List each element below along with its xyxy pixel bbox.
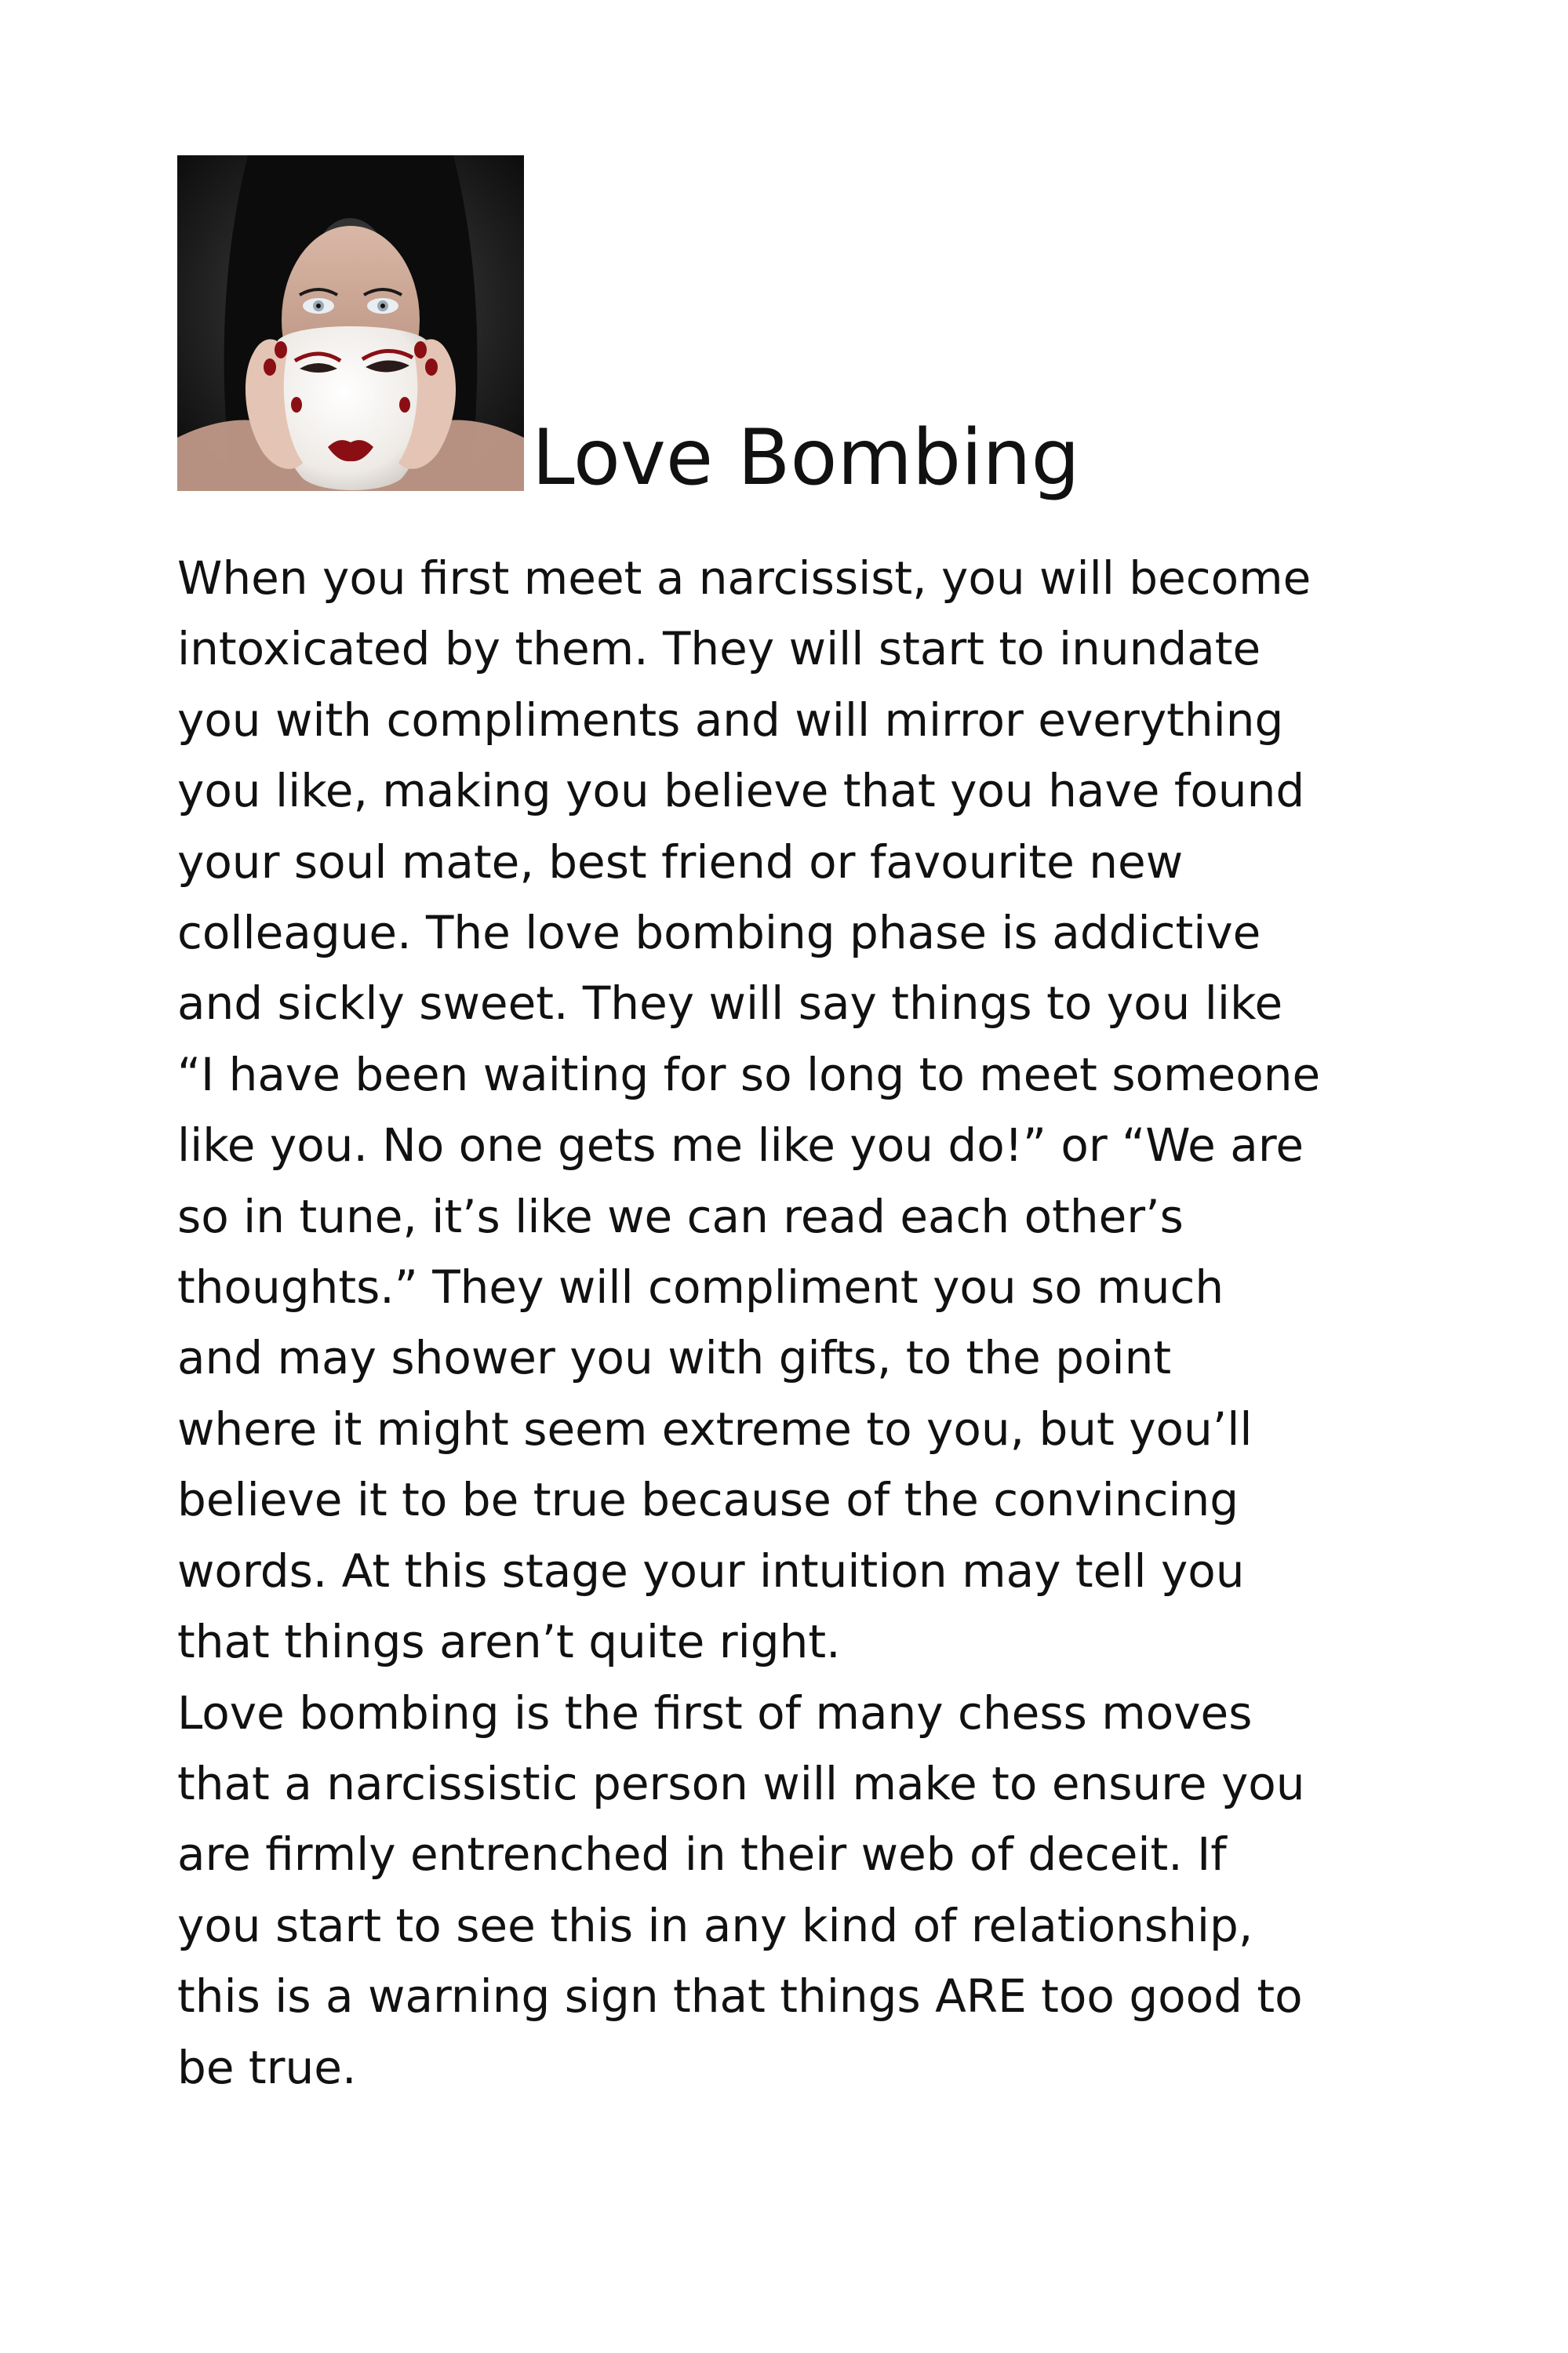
body-line: When you first meet a narcissist, you will become bbox=[177, 551, 1312, 605]
body-line: you with compliments and will mirror everything bbox=[177, 693, 1284, 747]
woman-holding-white-mask-icon bbox=[177, 155, 524, 491]
body-line: colleague. The love bombing phase is addictive bbox=[177, 906, 1261, 960]
body-line: your soul mate, best friend or favourite new bbox=[177, 835, 1184, 889]
article-body bbox=[177, 543, 1417, 2103]
mask-portrait-image bbox=[177, 155, 524, 491]
body-line: “I have been waiting for so long to meet someone bbox=[177, 1047, 1321, 1101]
body-line: you start to see this in any kind of relationship, bbox=[177, 1898, 1253, 1952]
body-line: thoughts.” They will compliment you so much bbox=[177, 1260, 1224, 1315]
body-line: and sickly sweet. They will say things to you like bbox=[177, 976, 1283, 1031]
body-line: so in tune, it’s like we can read each other’s bbox=[177, 1189, 1184, 1243]
body-line: you like, making you believe that you have found bbox=[177, 764, 1305, 818]
heading-row bbox=[177, 155, 1432, 503]
body-line: that things aren’t quite right. bbox=[177, 1615, 841, 1669]
body-line: Love bombing is the first of many chess moves bbox=[177, 1686, 1253, 1740]
body-line: intoxicated by them. They will start to inundate bbox=[177, 622, 1261, 676]
body-line: that a narcissistic person will make to ensure you bbox=[177, 1756, 1305, 1810]
article-title: Love Bombing bbox=[532, 413, 1080, 503]
body-line: like you. No one gets me like you do!” or “We are bbox=[177, 1118, 1304, 1173]
body-line: believe it to be true because of the convincing bbox=[177, 1473, 1239, 1527]
body-line: words. At this stage your intuition may tell you bbox=[177, 1544, 1245, 1598]
body-line: are firmly entrenched in their web of deceit. If bbox=[177, 1827, 1227, 1882]
body-line: be true. bbox=[177, 2040, 357, 2094]
body-line: where it might seem extreme to you, but you’ll bbox=[177, 1402, 1253, 1456]
body-line: this is a warning sign that things ARE too good to bbox=[177, 1969, 1303, 2024]
body-line: and may shower you with gifts, to the point bbox=[177, 1331, 1172, 1385]
